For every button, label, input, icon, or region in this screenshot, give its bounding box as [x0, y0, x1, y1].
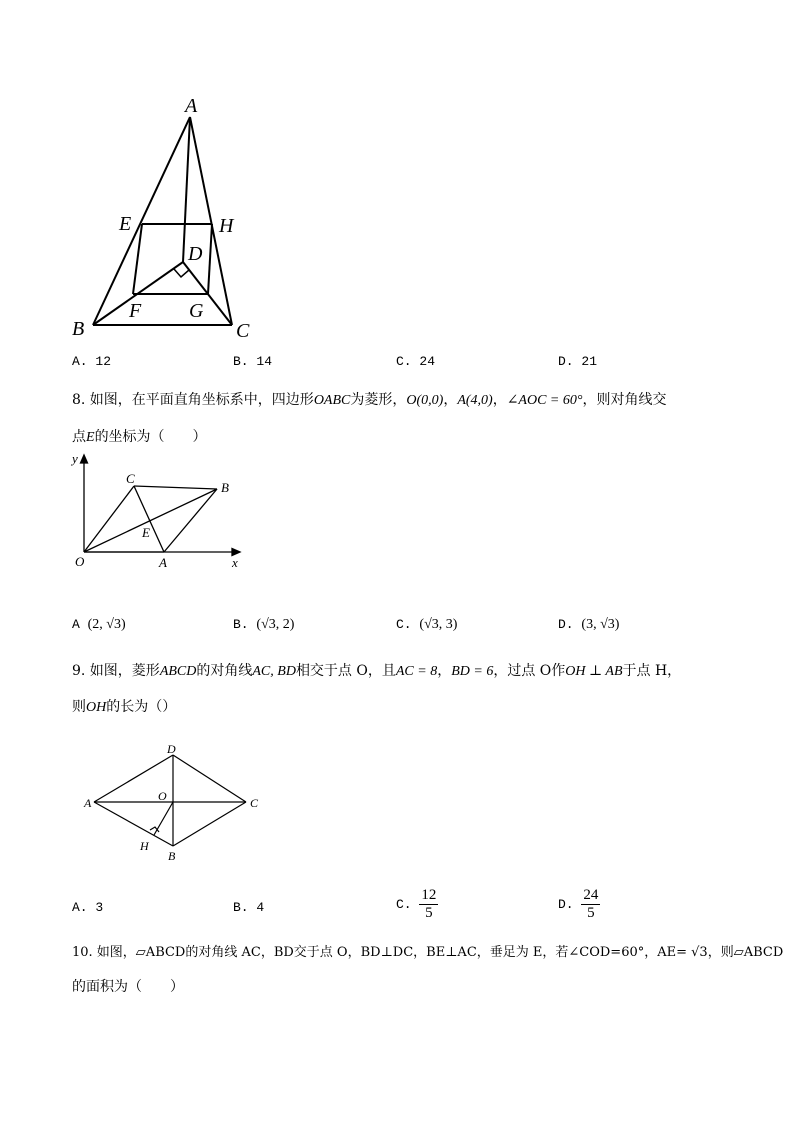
q9-stem-line1: 9. 如图，菱形ABCD的对角线AC, BD相交于点 O，且AC = 8，BD = 6，过点 O作OH ⊥ AB于点 H，: [72, 663, 682, 679]
label-H: H: [219, 215, 234, 237]
q9-option-a[interactable]: A. 3: [72, 900, 104, 915]
q7-option-d[interactable]: D. 21: [558, 354, 598, 369]
q10-stem-line2: 的面积为（ ）: [72, 979, 184, 995]
diag-OB: [84, 489, 217, 552]
q7-option-a[interactable]: A. 12: [72, 354, 112, 369]
label-O: O: [75, 554, 85, 569]
label-B: B: [168, 849, 176, 863]
edge-AD: [183, 117, 190, 262]
side-DC: [173, 755, 246, 802]
fraction-12-5: $\frac{12}{5}$: [421, 887, 437, 921]
edge-HG: [208, 224, 212, 294]
label-B: B: [72, 318, 85, 340]
label-E: E: [119, 213, 132, 235]
label-C: C: [250, 796, 259, 810]
y-axis-arrow: [81, 455, 88, 463]
q8-option-b[interactable]: B. (√3, 2): [233, 617, 295, 632]
label-F: F: [129, 300, 142, 322]
label-B: B: [221, 480, 229, 495]
q9-option-b[interactable]: B. 4: [233, 900, 265, 915]
side-CB: [173, 802, 246, 846]
label-A: A: [84, 796, 92, 810]
label-G: G: [189, 300, 204, 322]
q8-stem-line2: 点E的坐标为（ ）: [72, 429, 207, 445]
q9-stem-line2: 则OH的长为（）: [72, 699, 177, 715]
label-H: H: [140, 839, 149, 853]
fraction-24-5: $\frac{24}{5}$: [583, 887, 599, 921]
q7-option-b[interactable]: B. 14: [233, 354, 273, 369]
label-D: D: [167, 742, 176, 756]
q7-option-c[interactable]: C. 24: [396, 354, 436, 369]
label-O: O: [158, 789, 167, 803]
label-A: A: [185, 95, 198, 117]
q9-option-d[interactable]: D. $\frac{24}{5}$: [558, 887, 599, 921]
label-E: E: [142, 525, 150, 540]
label-C: C: [126, 471, 135, 486]
side-BC: [134, 486, 217, 489]
label-D: D: [188, 243, 203, 265]
side-CO: [84, 486, 134, 552]
label-y: y: [72, 451, 78, 466]
right-angle-mark: [174, 269, 189, 277]
q8-option-a[interactable]: A (2, √3): [72, 617, 126, 632]
q9-figure: [80, 738, 270, 868]
q10-stem-line1: 10. 如图，▱ABCD的对角线 AC，BD交于点 O，BD⊥DC，BE⊥AC，垂足为 E，若∠COD=60°，AE= √3，则▱ABCD: [72, 945, 784, 960]
label-A: A: [159, 555, 167, 570]
label-x: x: [232, 555, 238, 570]
diag-CA: [134, 486, 164, 552]
label-C: C: [236, 320, 250, 342]
side-AB: [164, 489, 217, 552]
q8-stem-line1: 8. 如图，在平面直角坐标系中，四边形OABC为菱形，O(0,0)，A(4,0)，∠AOC = 60°，则对角线交: [72, 392, 667, 408]
side-BA: [94, 802, 173, 846]
q8-figure: [70, 450, 250, 575]
q8-option-c[interactable]: C. (√3, 3): [396, 617, 458, 632]
q7-figure: [66, 95, 266, 345]
q8-option-d[interactable]: D. (3, √3): [558, 617, 620, 632]
q9-option-c[interactable]: C. $\frac{12}{5}$: [396, 887, 437, 921]
